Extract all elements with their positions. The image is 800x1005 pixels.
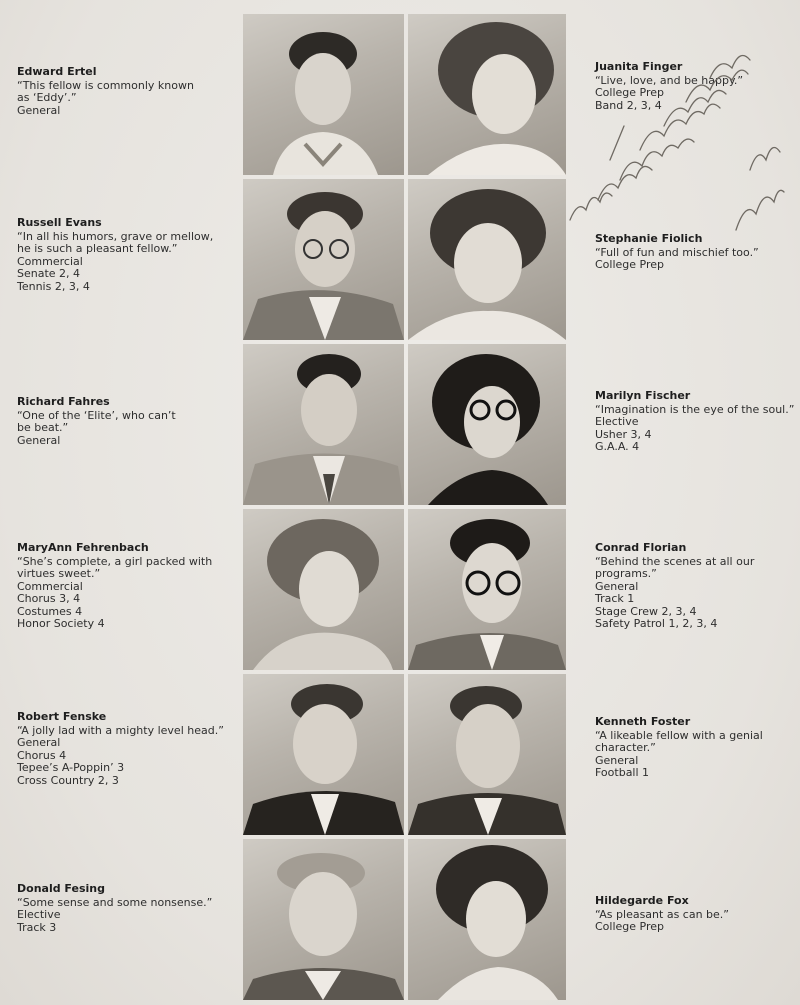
student-name: Donald Fesing bbox=[17, 882, 105, 895]
student-entry-hildegarde-fox bbox=[595, 895, 795, 934]
student-activity: Safety Patrol 1, 2, 3, 4 bbox=[595, 617, 718, 630]
student-entry-richard-fahres bbox=[17, 396, 237, 447]
student-quote-line: “As pleasant as can be.” bbox=[595, 907, 730, 921]
student-activity: Costumes 4 bbox=[17, 604, 83, 618]
student-quote-line: he is such a pleasant fellow.” bbox=[17, 242, 178, 255]
student-name: MaryAnn Fehrenbach bbox=[17, 541, 149, 554]
student-quote-line: “Behind the scenes at all our bbox=[595, 554, 755, 568]
student-quote-line: “This fellow is commonly known bbox=[17, 78, 194, 92]
student-quote-line: “Imagination is the eye of the soul.” bbox=[595, 402, 795, 416]
student-quote-line: as ‘Eddy’.” bbox=[17, 91, 77, 104]
student-course: College Prep bbox=[595, 258, 665, 271]
student-activity: Chorus 4 bbox=[17, 748, 67, 762]
student-entry-kenneth-foster bbox=[595, 716, 795, 780]
student-quote-line: “A likeable fellow with a genial bbox=[595, 728, 763, 742]
student-entry-russell-evans bbox=[17, 217, 237, 293]
student-activity: Track 1 bbox=[595, 592, 635, 605]
student-activity: Tennis 2, 3, 4 bbox=[17, 279, 90, 293]
portrait-photo bbox=[243, 839, 404, 1000]
handwritten-signature bbox=[560, 30, 790, 240]
student-activity: Chorus 3, 4 bbox=[17, 592, 81, 605]
student-course: General bbox=[17, 103, 61, 117]
student-name: Edward Ertel bbox=[17, 65, 97, 78]
student-name: Russell Evans bbox=[17, 216, 102, 229]
student-activity: Senate 2, 4 bbox=[17, 267, 81, 280]
student-activity: Football 1 bbox=[595, 766, 650, 779]
student-entry-robert-fenske bbox=[17, 711, 237, 787]
portrait-photo bbox=[408, 674, 566, 835]
student-quote-line: character.” bbox=[595, 741, 656, 754]
student-activity: Stage Crew 2, 3, 4 bbox=[595, 604, 697, 618]
student-activity: Usher 3, 4 bbox=[595, 427, 652, 441]
portrait-photo bbox=[408, 344, 566, 505]
student-course: General bbox=[17, 736, 61, 749]
portrait-photo bbox=[408, 839, 566, 1000]
student-quote-line: “In all his humors, grave or mellow, bbox=[17, 229, 214, 243]
student-activity: Tepee’s A-Poppin’ 3 bbox=[17, 761, 125, 774]
portrait-photo bbox=[243, 509, 404, 670]
student-course: College Prep bbox=[595, 86, 665, 99]
portrait-photo bbox=[243, 179, 404, 340]
student-course: General bbox=[17, 433, 61, 447]
portrait-photo bbox=[408, 14, 566, 175]
student-activity: G.A.A. 4 bbox=[595, 440, 640, 453]
portrait-photo bbox=[243, 14, 404, 175]
student-activity: Band 2, 3, 4 bbox=[595, 98, 662, 112]
student-quote-line: virtues sweet.” bbox=[17, 567, 101, 580]
portrait-photo bbox=[408, 509, 566, 670]
student-course: General bbox=[595, 753, 639, 767]
student-quote-line: be beat.” bbox=[17, 421, 69, 434]
student-name: Richard Fahres bbox=[17, 395, 110, 408]
student-entry-maryann-fehrenbach bbox=[17, 542, 237, 631]
student-course: Elective bbox=[595, 415, 639, 428]
student-course: Commercial bbox=[17, 579, 83, 593]
portrait-photo bbox=[408, 179, 566, 340]
portrait-photo bbox=[243, 344, 404, 505]
student-entry-edward-ertel bbox=[17, 66, 237, 117]
student-course: Elective bbox=[17, 908, 61, 921]
student-name: Conrad Florian bbox=[595, 541, 687, 554]
student-name: Juanita Finger bbox=[595, 60, 683, 73]
student-activity: Cross Country 2, 3 bbox=[17, 773, 119, 787]
student-entry-marilyn-fischer bbox=[595, 390, 795, 454]
student-name: Robert Fenske bbox=[17, 710, 107, 723]
student-quote-line: “Some sense and some nonsense.” bbox=[17, 895, 213, 909]
student-course: Commercial bbox=[17, 254, 83, 268]
student-activity: Track 3 bbox=[17, 920, 57, 934]
student-quote-line: “One of the ‘Elite’, who can’t bbox=[17, 408, 176, 422]
student-quote-line: “Live, love, and be happy.” bbox=[595, 73, 744, 87]
student-entry-conrad-florian bbox=[595, 542, 795, 631]
student-quote-line: “She’s complete, a girl packed with bbox=[17, 554, 213, 568]
student-quote-line: “Full of fun and mischief too.” bbox=[595, 245, 759, 259]
student-course: General bbox=[595, 579, 639, 593]
student-name: Marilyn Fischer bbox=[595, 389, 691, 402]
student-course: College Prep bbox=[595, 920, 665, 933]
student-name: Stephanie Fiolich bbox=[595, 232, 703, 245]
student-quote-line: programs.” bbox=[595, 567, 657, 580]
student-name: Hildegarde Fox bbox=[595, 894, 689, 907]
student-entry-donald-fesing bbox=[17, 883, 237, 934]
student-quote-line: “A jolly lad with a mighty level head.” bbox=[17, 723, 224, 737]
student-activity: Honor Society 4 bbox=[17, 617, 105, 630]
portrait-photo bbox=[243, 674, 404, 835]
student-name: Kenneth Foster bbox=[595, 715, 691, 728]
